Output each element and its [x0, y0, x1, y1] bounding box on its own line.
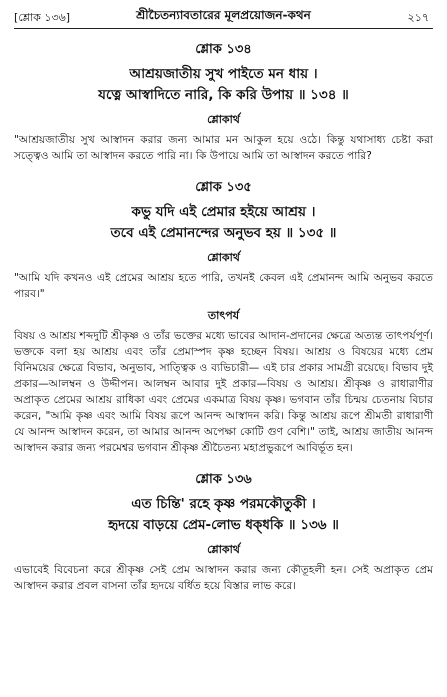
verse-135-purport: বিষয় ও আশ্রয় শব্দদুটি শ্রীকৃষ্ণ ও তাঁর ভক্তের মধ্যে ভাবের আদান-প্রদানের ক্ষেত্রে অত্যন্ত তাৎপর্যপূর্ণ। ভক্তকে বলা হয় আশ্রয় এবং তাঁর প্রেমাস্পদ কৃষ্ণ হচ্ছেন বিষয়। আশ্রয় ও বিষয়ের মধ্যে প্রেম বিনিময়ের ক্ষেত্রে বিভাব, অনুভাব, সাত্ত্বিক ও ব্যভিচারী— এই চার প্রকার সামগ্রী রয়েছে। বিভাব দুই প্রকার—আলম্বন ও উদ্দীপন। আলম্বন আবার দুই প্রকার—বিষয় ও আশ্রয়। শ্রীকৃষ্ণ ও রাধারাণীর অপ্রাকৃত প্রেমের আশ্রয় রাধিকা এবং প্রেমের একমাত্র বিষয় কৃষ্ণ। ভগবান তাঁর চিন্ময় চেতনায় বিচার করেন, "আমি কৃষ্ণ এবং আমি বিষয় রূপে আনন্দ আস্বাদন করি। কিন্তু আশ্রয় রূপে শ্রীমতী রাধারাণী যে আনন্দ আস্বাদন করেন, তা আমার আনন্দ অপেক্ষা কোটি গুণ বেশি।" তাই, আশ্রয় জাতীয় আনন্দ আস্বাদন করার জন্য পরমেশ্বর ভগবান শ্রীকৃষ্ণ শ্রীচৈতন্য মহাপ্রভুরূপে আবির্ভূত হন।	[14, 330, 433, 454]
header-verse-ref: [শ্লোক ১৩৬]	[14, 11, 71, 24]
header-rule	[14, 28, 433, 29]
verse-136-translation-heading: শ্লোকার্থ	[207, 543, 240, 556]
verse-135-translation-heading: শ্লোকার্থ	[207, 251, 240, 264]
verse-136-translation: এভাবেই বিবেচনা করে শ্রীকৃষ্ণ সেই প্রেম আস্বাদন করার জন্য কৌতূহলী হন। সেই অপ্রাকৃত প্রেম আস্বাদন করার প্রবল বাসনা তাঁর হৃদয়ে বর্ধিত হয়ে বিস্তার লাভ করে।	[14, 564, 433, 592]
verse-135-line-1: কভু যদি এই প্রেমার হইয়ে আশ্রয় ।	[131, 204, 316, 220]
verse-134-translation: "আশ্রয়জাতীয় সুখ আস্বাদন করার জন্য আমার মন আকুল হয়ে ওঠে। কিন্তু যথাসাধ্য চেষ্টা করা সত্ত্বেও আমি তা আস্বাদন করতে পারি না। কি উপায়ে আমি তা আস্বাদন করতে পারি?	[14, 134, 433, 162]
verse-134-line-1: আশ্রয়জাতীয় সুখ পাইতে মন ধায় ।	[129, 66, 318, 82]
verse-136-line-2: হৃদয়ে বাড়য়ে প্রেম-লোভ ধক্‌ধকি ॥ ১৩৬ ॥	[108, 517, 339, 533]
header-chapter-title: শ্রীচৈতন্যাবতারের মূলপ্রয়োজন-কথন	[136, 8, 311, 22]
running-header	[14, 6, 433, 26]
verse-135-purport-heading: তাৎপর্য	[207, 309, 240, 322]
verse-134-number: শ্লোক ১৩৪	[195, 42, 252, 57]
verse-135-translation: "আমি যদি কখনও এই প্রেমের আশ্রয় হতে পারি, তখনই কেবল এই প্রেমানন্দ আমি অনুভব করতে পারব।"	[14, 272, 433, 300]
verse-136-number: শ্লোক ১৩৬	[195, 472, 252, 487]
verse-136-line-1: এত চিন্তি' রহে কৃষ্ণ পরমকৌতুকী ।	[131, 496, 316, 512]
verse-134-translation-heading: শ্লোকার্থ	[207, 113, 240, 126]
verse-134-line-2: যত্নে আস্বাদিতে নারি, কি করি উপায় ॥ ১৩৪ ॥	[98, 87, 349, 103]
verse-135-number: শ্লোক ১৩৫	[195, 180, 252, 195]
verse-135-line-2: তবে এই প্রেমানন্দের অনুভব হয় ॥ ১৩৫ ॥	[110, 225, 337, 241]
page-number: ২১৭	[407, 11, 429, 24]
page-content	[14, 34, 433, 594]
